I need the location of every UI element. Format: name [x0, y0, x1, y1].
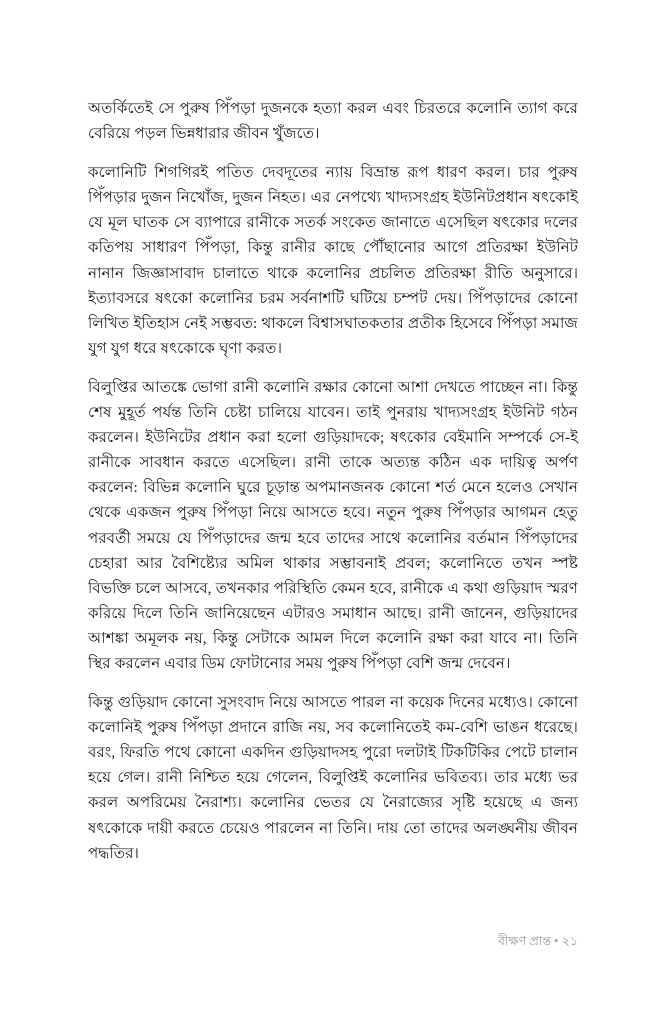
- page-footer: [88, 933, 578, 949]
- paragraph-3: বিলুপ্তির আতঙ্কে ভোগা রানী কলোনি রক্ষার কোনো আশা দেখতে পাচ্ছেন না। কিন্তু শেষ মুহূর্ত পর্যন্ত তিনি চেষ্টা চালিয়ে যাবেন। তাই পুনরায় খাদ্যসংগ্রহ ইউনিট গঠন করলেন। ইউনিটের প্রধান করা হলো গুড়িয়াদকে; ষৎকোর বেইমানি সম্পর্কে সে-ই রানীকে সাবধান করতে এসেছিল। রানী তাকে অত্যন্ত কঠিন এক দায়িত্ব অর্পণ করলেন: বিভিন্ন কলোনি ঘুরে চূড়ান্ত অপমানজনক কোনো শর্ত মেনে হলেও সেখান থেকে একজন পুরুষ পিঁপড়া নিয়ে আসতে হবে। নতুন পুরুষ পিঁপড়ার আগমন হেতু পরবর্তী সময়ে যে পিঁপড়াদের জন্ম হবে তাদের সাথে কলোনির বর্তমান পিঁপড়াদের চেহারা আর বৈশিষ্ট্যের অমিল থাকার সম্ভাবনাই প্রবল; কলোনিতে তখন স্পষ্ট বিভক্তি চলে আসবে, তখনকার পরিস্থিতি কেমন হবে, রানীকে এ কথা গুড়িয়াদ স্মরণ করিয়ে দিলে তিনি জানিয়েছেন এটারও সমাধান আছে। রানী জানেন, গুড়িয়াদের আশঙ্কা অমূলক নয়, কিন্তু সেটাকে আমল দিলে কলোনি রক্ষা করা যাবে না। তিনি স্থির করলেন এবার ডিম ফোটানোর সময় পুরুষ পিঁপড়া বেশি জন্ম দেবেন।: [88, 378, 578, 672]
- body-text-column: [88, 96, 578, 866]
- paragraph-1: অতর্কিতেই সে পুরুষ পিঁপড়া দুজনকে হত্যা করল এবং চিরতরে কলোনি ত্যাগ করে বেরিয়ে পড়ল ভিন্নধারার জীবন খুঁজতে।: [88, 100, 578, 143]
- footer-page-number: ২১: [561, 934, 578, 948]
- paragraph-2: কলোনিটি শিগগিরই পতিত দেবদূতের ন্যায় বিভ্রান্ত রূপ ধারণ করল। চার পুরুষ পিঁপড়ার দুজন নিখোঁজ, দুজন নিহত। এর নেপথ্যে খাদ্যসংগ্রহ ইউনিটপ্রধান ষৎকোই যে মূল ঘাতক সে ব্যাপারে রানীকে সতর্ক সংকেত জানাতে এসেছিল ষৎকোর দলের কতিপয় সাধারণ পিঁপড়া, কিন্তু রানীর কাছে পৌঁছানোর আগে প্রতিরক্ষা ইউনিট নানান জিজ্ঞাসাবাদ চালাতে থাকে কলোনির প্রচলিত প্রতিরক্ষা রীতি অনুসারে। ইত্যাবসরে ষৎকো কলোনির চরম সর্বনাশটি ঘটিয়ে চম্পট দেয়। পিঁপড়াদের কোনো লিখিত ইতিহাস নেই সম্ভবত: থাকলে বিশ্বাসঘাতকতার প্রতীক হিসেবে পিঁপড়া সমাজ যুগ যুগ ধরে ষৎকোকে ঘৃণা করত।: [88, 164, 578, 357]
- footer-book-title: বীক্ষণ প্রান্ত: [497, 934, 552, 948]
- footer-separator-dot: •: [554, 934, 559, 948]
- paragraph-4: কিন্তু গুড়িয়াদ কোনো সুসংবাদ নিয়ে আসতে পারল না কয়েক দিনের মধ্যেও। কোনো কলোনিই পুরুষ পিঁপড়া প্রদানে রাজি নয়, সব কলোনিতেই কম-বেশি ভাঙন ধরেছে। বরং, ফিরতি পথে কোনো একদিন গুড়িয়াদসহ পুরো দলটাই টিকটিকির পেটে চালান হয়ে গেল। রানী নিশ্চিত হয়ে গেলেন, বিলুপ্তিই কলোনির ভবিতব্য। তার মধ্যে ভর করল অপরিমেয় নৈরাশ্য। কলোনির ভেতর যে নৈরাজ্যের সৃষ্টি হয়েছে এ জন্য ষৎকোকে দায়ী করতে চেয়েও পারলেন না তিনি। দায় তো তাদের অলঙ্ঘনীয় জীবন পদ্ধতির।: [88, 694, 578, 862]
